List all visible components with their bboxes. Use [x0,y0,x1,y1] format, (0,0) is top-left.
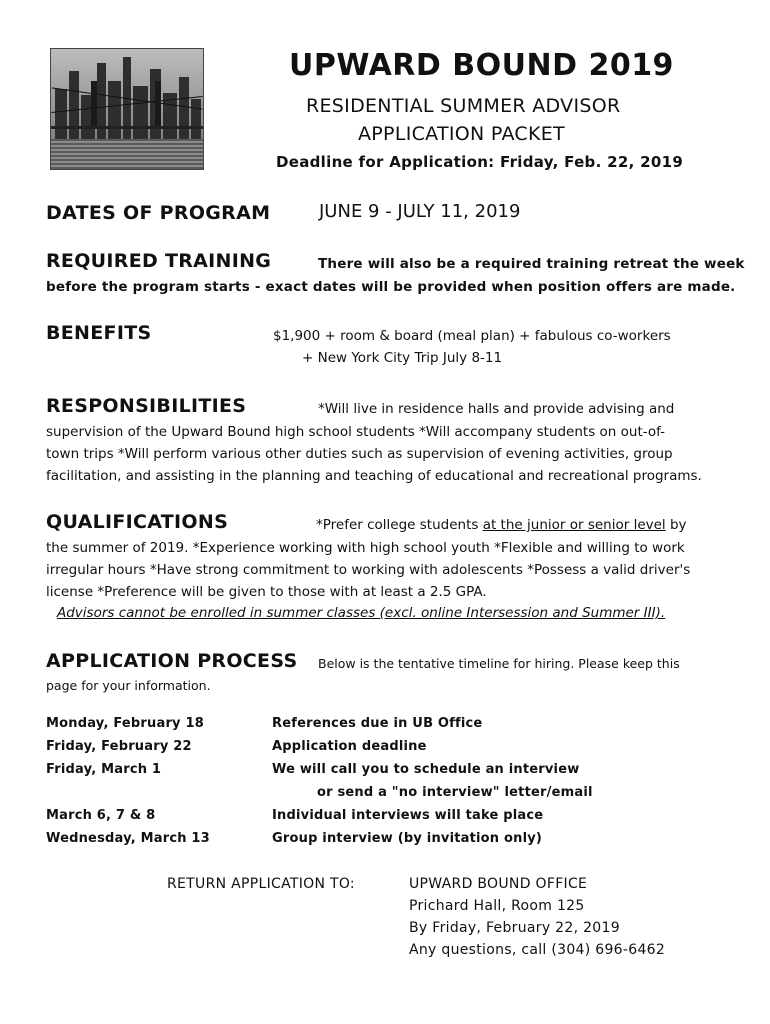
qualifications-heading: QUALIFICATIONS [46,511,229,533]
process-heading: APPLICATION PROCESS [46,650,298,672]
timeline-event: or send a "no interview" letter/email [317,785,593,800]
qualifications-line-3: irregular hours *Have strong commitment to working with adolescents *Possess a valid driver's [46,562,691,578]
timeline-event: Group interview (by invitation only) [272,831,543,846]
timeline-event: We will call you to schedule an interview [272,762,580,777]
qualifications-line-4: license *Preference will be given to those with at least a 2.5 GPA. [46,584,487,600]
responsibilities-line-1: *Will live in residence halls and provide advising and [318,401,675,417]
training-line-2: before the program starts - exact dates will be provided when position offers are made. [46,279,736,295]
skyline-bridge-photo [50,48,204,170]
benefits-heading: BENEFITS [46,322,152,344]
subtitle-advisor: RESIDENTIAL SUMMER ADVISOR [306,95,621,117]
timeline-event: Individual interviews will take place [272,808,544,823]
timeline-date: Friday, February 22 [46,739,192,754]
dates-heading: DATES OF PROGRAM [46,202,271,224]
dates-value: JUNE 9 - JULY 11, 2019 [319,201,521,222]
qualifications-line-1 [316,517,687,533]
return-label: RETURN APPLICATION TO: [167,876,355,892]
application-deadline: Deadline for Application: Friday, Feb. 22, 2019 [276,153,684,171]
return-contact-phone: Any questions, call (304) 696-6462 [409,942,666,958]
timeline-event: Application deadline [272,739,427,754]
qualifications-line-1-end: by [665,517,687,533]
qualifications-enrollment-note: Advisors cannot be enrolled in summer classes (excl. online Intersession and Summer III). [57,605,666,621]
qualifications-line-1-start: *Prefer college students [316,517,483,533]
responsibilities-line-2: supervision of the Upward Bound high school students *Will accompany students on out-of- [46,424,666,440]
timeline-event: References due in UB Office [272,716,483,731]
process-intro-2: page for your information. [46,678,211,693]
training-line-1: There will also be a required training retreat the week [318,256,745,272]
return-office: UPWARD BOUND OFFICE [409,876,588,892]
timeline-date: Wednesday, March 13 [46,831,210,846]
timeline-date: March 6, 7 & 8 [46,808,156,823]
responsibilities-line-3: town trips *Will perform various other duties such as supervision of evening activities, group [46,446,673,462]
timeline-date: Friday, March 1 [46,762,162,777]
return-deadline: By Friday, February 22, 2019 [409,920,620,936]
subtitle-packet: APPLICATION PACKET [358,123,565,145]
process-intro-1: Below is the tentative timeline for hiring. Please keep this [318,656,680,671]
responsibilities-line-4: facilitation, and assisting in the planning and teaching of educational and recreational programs. [46,468,702,484]
timeline-date: Monday, February 18 [46,716,204,731]
benefits-line-1: $1,900 + room & board (meal plan) + fabulous co-workers [273,328,671,344]
qualifications-level-underlined: at the junior or senior level [482,517,666,533]
qualifications-line-2: the summer of 2019. *Experience working with high school youth *Flexible and willing to work [46,540,685,556]
responsibilities-heading: RESPONSIBILITIES [46,395,247,417]
benefits-line-2: + New York City Trip July 8-11 [302,350,503,366]
return-room: Prichard Hall, Room 125 [409,898,585,914]
training-heading: REQUIRED TRAINING [46,250,272,272]
page-title: UPWARD BOUND 2019 [289,48,674,83]
